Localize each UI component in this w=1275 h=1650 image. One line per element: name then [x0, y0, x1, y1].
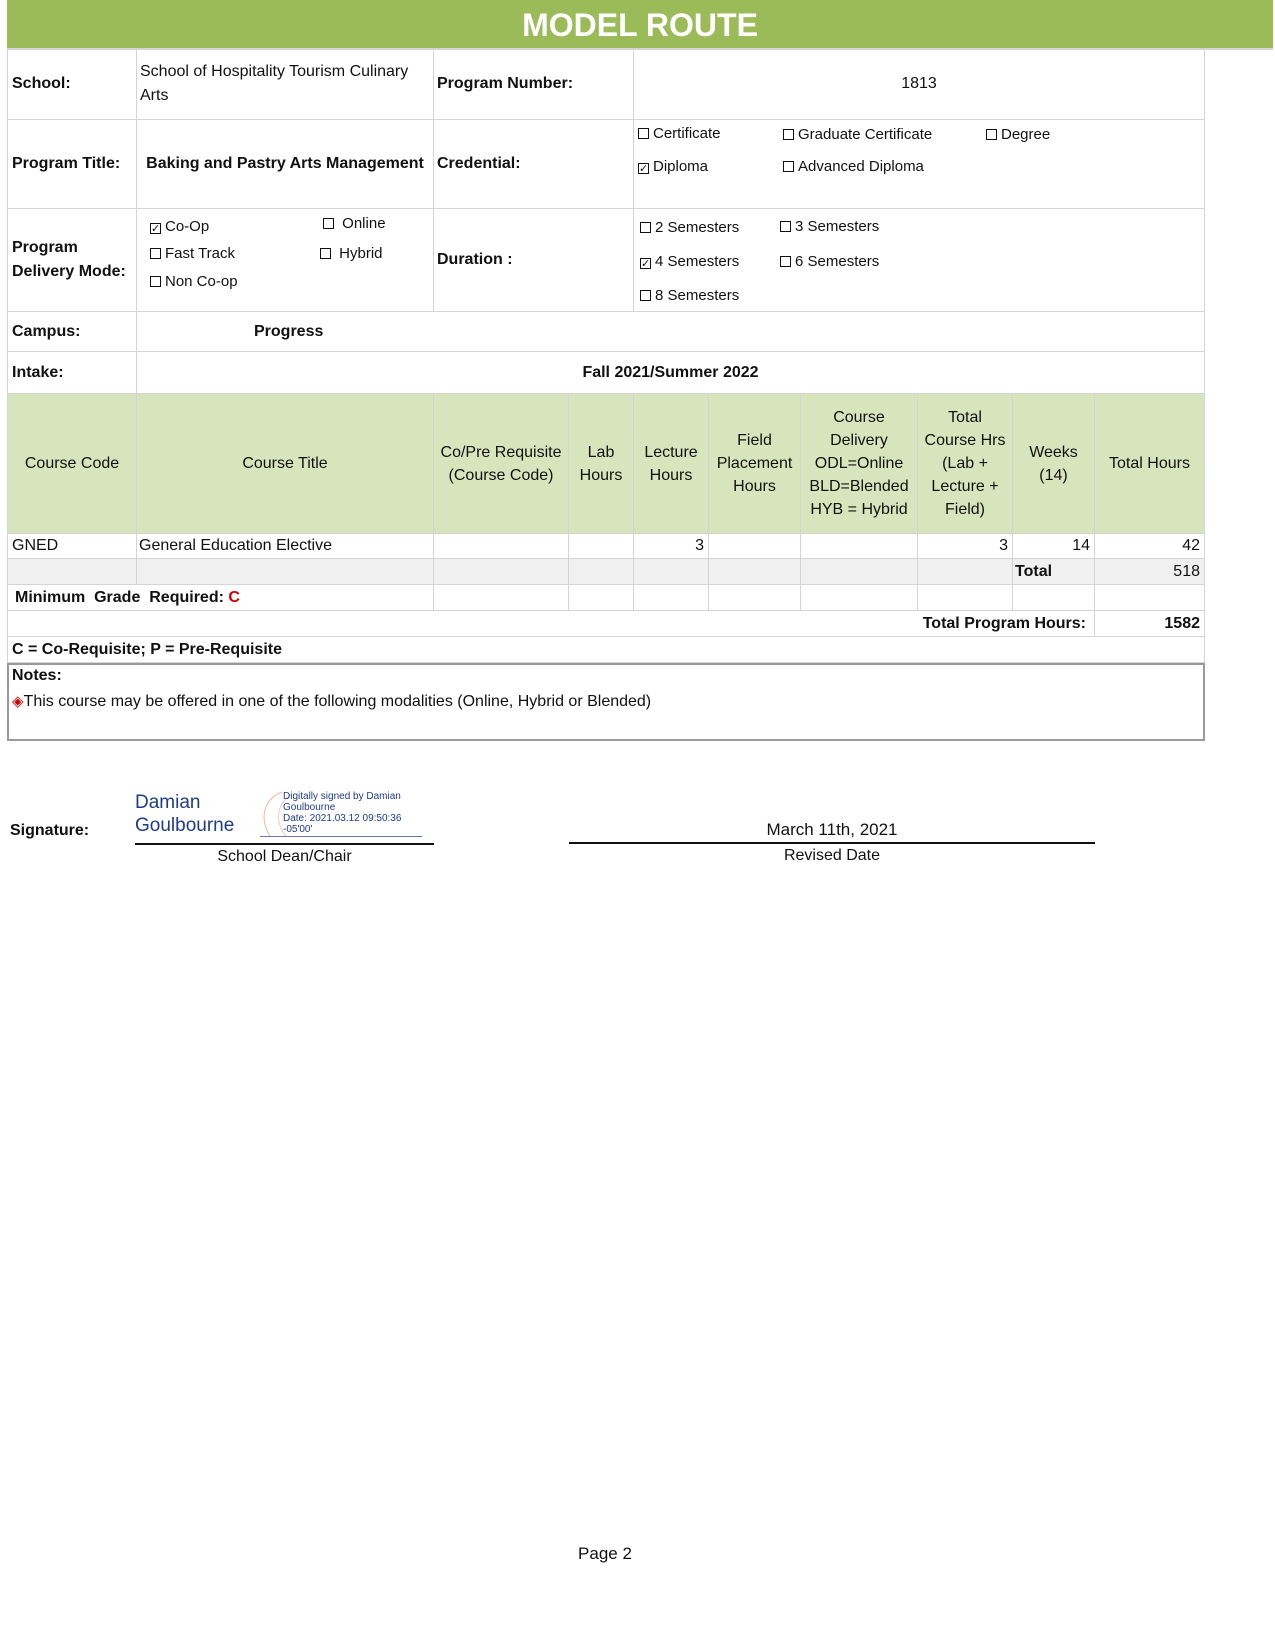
signature-label: Signature: — [10, 822, 90, 839]
delivery-option-coop[interactable]: ✓ Co-Op — [151, 218, 210, 235]
notes-item-text: This course may be offered in one of the following modalities (Online, Hybrid or Blended) — [23, 693, 652, 710]
delivery-option-online[interactable]: Online — [323, 215, 386, 232]
course-field-cell — [709, 534, 801, 559]
col-header-lab-hours: Lab Hours — [569, 394, 634, 534]
empty-cell — [569, 585, 634, 611]
signature-stamp-text — [283, 791, 401, 835]
campus-label: Campus: — [7, 312, 137, 352]
total-row-cell — [434, 559, 569, 585]
checkbox-icon — [780, 221, 791, 232]
checkbox-icon — [150, 248, 161, 259]
total-row-cell — [7, 559, 137, 585]
checkbox-icon — [150, 276, 161, 287]
empty-cell — [1095, 585, 1205, 611]
total-row-cell — [634, 559, 709, 585]
col-header-lecture-hours: Lecture Hours — [634, 394, 709, 534]
diamond-bullet-icon: ◈ — [12, 693, 24, 710]
empty-cell — [801, 585, 918, 611]
intake-value: Fall 2021/Summer 2022 — [137, 352, 1205, 394]
checkbox-icon — [640, 222, 651, 233]
program-title-label: Program Title: — [7, 120, 137, 209]
delivery-mode-label: Program Delivery Mode: — [7, 209, 137, 312]
col-header-total-hours: Total Hours — [1095, 394, 1205, 534]
school-label: School: — [7, 48, 137, 120]
empty-cell — [434, 585, 569, 611]
min-grade-row — [7, 585, 434, 611]
total-program-hours-label: Total Program Hours: — [7, 611, 1095, 637]
signature-name-line2: Goulbourne — [135, 815, 235, 836]
empty-cell — [1013, 585, 1095, 611]
course-title-cell: General Education Elective — [137, 534, 434, 559]
program-number-value: 1813 — [634, 48, 1205, 120]
total-row-cell — [709, 559, 801, 585]
checkbox-icon — [783, 161, 794, 172]
course-prereq-cell — [434, 534, 569, 559]
checkbox-icon — [640, 290, 651, 301]
duration-option-2-semesters[interactable]: 2 Semesters — [640, 219, 739, 236]
total-label: Total — [1013, 559, 1095, 585]
page-number: Page 2 — [578, 1544, 632, 1563]
course-total-hours-cell: 42 — [1095, 534, 1205, 559]
stamp-line: Goulbourne — [283, 802, 336, 813]
course-code-cell: GNED — [7, 534, 137, 559]
requisite-legend: C = Co-Requisite; P = Pre-Requisite — [7, 637, 1205, 663]
stamp-underline — [260, 836, 422, 837]
credential-label: Credential: — [434, 120, 634, 209]
course-delivery-cell — [801, 534, 918, 559]
digital-signature — [134, 790, 434, 844]
revised-date-line — [569, 842, 1095, 844]
delivery-option-hybrid[interactable]: Hybrid — [320, 245, 383, 262]
total-row-cell — [801, 559, 918, 585]
total-program-hours-value: 1582 — [1095, 611, 1205, 637]
col-header-weeks: Weeks (14) — [1013, 394, 1095, 534]
duration-option-4-semesters[interactable]: ✓ 4 Semesters — [641, 253, 740, 270]
col-header-total-course-hrs: Total Course Hrs (Lab + Lecture + Field) — [918, 394, 1013, 534]
credential-option-degree[interactable]: Degree — [986, 126, 1050, 143]
signature-line — [135, 843, 434, 845]
checkbox-icon — [780, 256, 791, 267]
notes-item — [12, 692, 651, 711]
min-grade-value: C — [228, 588, 240, 606]
empty-cell — [709, 585, 801, 611]
checkbox-icon — [986, 129, 997, 140]
duration-option-6-semesters[interactable]: 6 Semesters — [780, 253, 879, 270]
notes-box — [7, 663, 1205, 741]
checkbox-icon — [320, 248, 331, 259]
delivery-option-fast-track[interactable]: Fast Track — [150, 245, 235, 262]
stamp-line: Date: 2021.03.12 09:50:36 — [283, 813, 402, 824]
checkbox-checked-icon: ✓ — [151, 223, 161, 235]
col-header-prerequisite: Co/Pre Requisite (Course Code) — [434, 394, 569, 534]
col-header-course-code: Course Code — [7, 394, 137, 534]
program-number-label: Program Number: — [434, 48, 634, 120]
course-lab-cell — [569, 534, 634, 559]
checkbox-icon — [323, 218, 334, 229]
course-lecture-cell: 3 — [634, 534, 709, 559]
revised-date-label: Revised Date — [783, 847, 881, 864]
program-title-value: Baking and Pastry Arts Management — [137, 120, 434, 209]
total-row-cell — [569, 559, 634, 585]
notes-label: Notes: — [12, 667, 62, 684]
duration-option-8-semesters[interactable]: 8 Semesters — [640, 287, 739, 304]
campus-value: Progress — [137, 312, 1205, 352]
duration-label: Duration : — [434, 209, 634, 312]
empty-cell — [634, 585, 709, 611]
checkbox-icon — [783, 129, 794, 140]
col-header-field-placement: Field Placement Hours — [709, 394, 801, 534]
total-value: 518 — [1095, 559, 1205, 585]
course-weeks-cell: 14 — [1013, 534, 1095, 559]
duration-option-3-semesters[interactable]: 3 Semesters — [780, 218, 879, 235]
checkbox-icon — [638, 128, 649, 139]
total-row-cell — [918, 559, 1013, 585]
signature-name-line1: Damian — [135, 792, 201, 813]
course-total-hrs-cell: 3 — [918, 534, 1013, 559]
credential-option-diploma[interactable]: ✓ Diploma — [639, 158, 709, 175]
revised-date-value: March 11th, 2021 — [766, 820, 898, 839]
min-grade-label: Minimum Grade Required: — [15, 588, 224, 606]
delivery-mode-options — [137, 209, 434, 312]
col-header-course-title: Course Title — [137, 394, 434, 534]
empty-cell — [918, 585, 1013, 611]
school-value: School of Hospitality Tourism Culinary Arts — [137, 48, 434, 120]
page-title: MODEL ROUTE — [7, 0, 1273, 50]
col-header-course-delivery: Course Delivery ODL=Online BLD=Blended HYB = Hybrid — [801, 394, 918, 534]
credential-option-advanced-diploma[interactable]: Advanced Diploma — [783, 158, 924, 175]
credential-option-certificate[interactable]: Certificate — [638, 125, 721, 142]
total-row-cell — [137, 559, 434, 585]
stamp-line: Digitally signed by Damian — [283, 791, 401, 802]
duration-options — [634, 209, 1205, 312]
credential-option-graduate-certificate[interactable]: Graduate Certificate — [783, 126, 932, 143]
checkbox-checked-icon: ✓ — [641, 258, 651, 270]
checkbox-checked-icon: ✓ — [639, 163, 649, 175]
credential-options — [634, 120, 1205, 209]
delivery-option-non-coop[interactable]: Non Co-op — [150, 273, 238, 290]
stamp-line: -05'00' — [283, 824, 313, 835]
intake-label: Intake: — [7, 352, 137, 394]
signer-role: School Dean/Chair — [217, 848, 352, 865]
